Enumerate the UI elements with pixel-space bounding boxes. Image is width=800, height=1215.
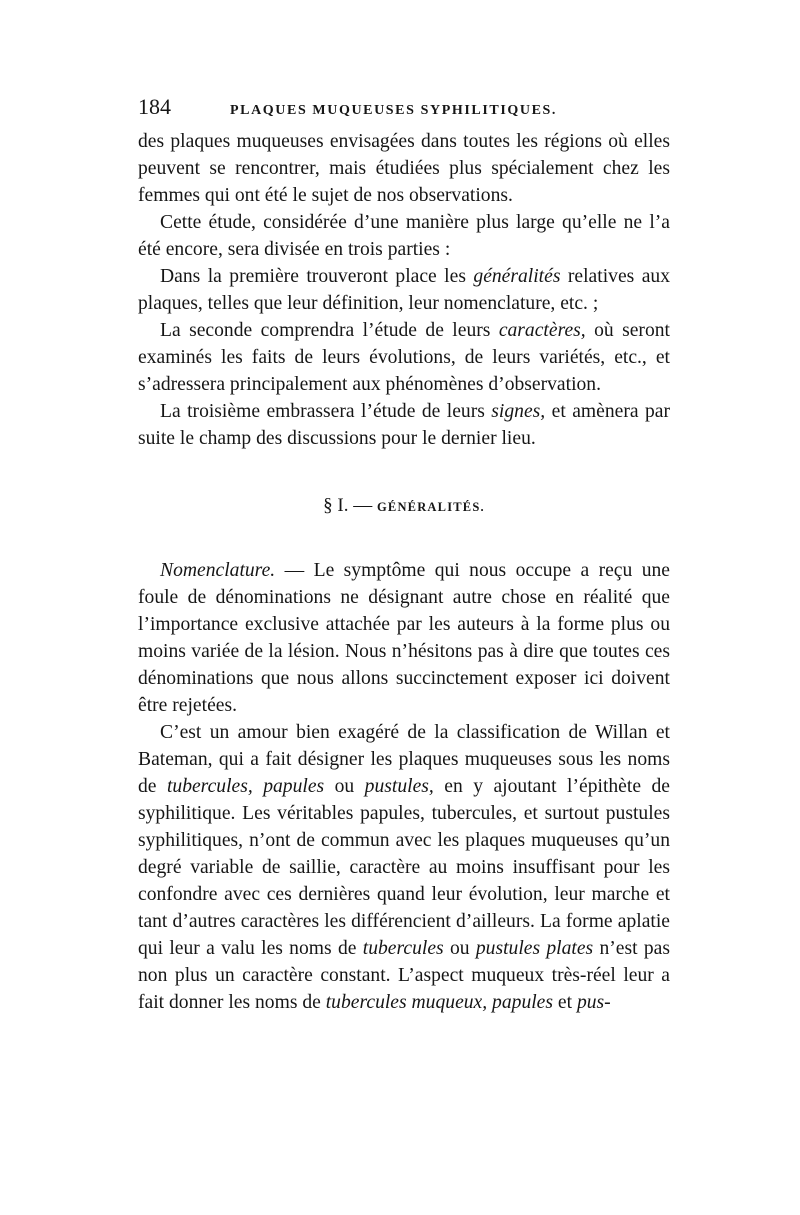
paragraph-part-one [138,263,670,317]
running-title: PLAQUES MUQUEUSES SYPHILITIQUES. [230,103,557,118]
text-segment: en y ajoutant l’épithète de syphilitique. Les véritables papules, tubercules, et surtout pustules syphilitiques, n’ont de commun avec les plaques muqueuses qu’un degré variable de saillie, caractère au moins insuffisant pour les confondre avec ces dernières quand leur évolution, leur marche et tant d’autres caractères les différencient d’ailleurs. La forme aplatie qui leur a valu les noms de [138,776,670,959]
italic-term: tubercules [362,938,444,959]
section-number: § I. [323,495,349,516]
italic-term: signes, [491,401,546,422]
text-segment: La troisième embrassera l’étude de leurs [160,401,492,422]
text-segment: n’est pas non plus un caractère constant. L’aspect muqueux très-réel leur a fait donner les noms de [138,938,670,1013]
section-body [138,557,670,1016]
italic-term: tubercules muqueux, papules [325,992,554,1013]
italic-term: pus- [576,992,611,1013]
section-heading [138,494,670,519]
italic-term: Nomenclature. [160,560,276,581]
text-segment: où seront examinés les faits de leurs évolutions, de leurs variétés, etc., et s’adressera principalement aux phénomènes d’observation. [138,320,670,395]
text-segment: C’est un amour bien exagéré de la classification de Willan et Bateman, qui a fait désigner les plaques muqueuses sous les noms de [138,722,670,797]
paragraph-part-two [138,317,670,398]
book-page [138,94,670,1016]
text-segment: Dans la première trouveront place les [160,266,474,287]
italic-term: caractères, [498,320,586,341]
intro-text [138,128,670,452]
text-segment: et [553,992,577,1013]
section-dash: — [348,495,377,516]
text-segment: La seconde comprendra l’étude de leurs [160,320,499,341]
text-segment: ou [443,938,476,959]
italic-term: tubercules, papules [166,776,325,797]
text-segment: relatives aux plaques, telles que leur définition, leur nomenclature, etc. ; [138,266,670,314]
italic-term: généralités [473,266,561,287]
italic-term: pustules, [364,776,434,797]
paragraph-nomenclature [138,557,670,719]
text-segment: — Le symptôme qui nous occupe a reçu une foule de dénominations ne désignant autre chose en réalité que l’importance exclusive attachée par les auteurs à la forme plus ou moins variée de la lésion. Nous n’hésitons pas à dire que toutes ces dénominations que nous allons succinctement exposer ici doivent être rejetées. [138,560,670,716]
paragraph-continuation: des plaques muqueuses envisagées dans toutes les régions où elles peuvent se rencontrer, mais étudiées plus spécialement chez les femmes qui ont été le sujet de nos observations. [138,131,670,206]
paragraph-part-three [138,398,670,452]
paragraph-classification [138,719,670,1016]
running-header [138,94,670,128]
section-title: GÉNÉRALITÉS. [376,500,485,514]
text-segment: ou [324,776,365,797]
page-number: 184 [138,94,171,119]
italic-term: pustules plates [475,938,594,959]
paragraph-study-plan: Cette étude, considérée d’une manière plus large qu’elle ne l’a été encore, sera divisée en trois parties : [138,212,670,260]
text-segment: et amènera par suite le champ des discussions pour le dernier lieu. [138,401,670,449]
